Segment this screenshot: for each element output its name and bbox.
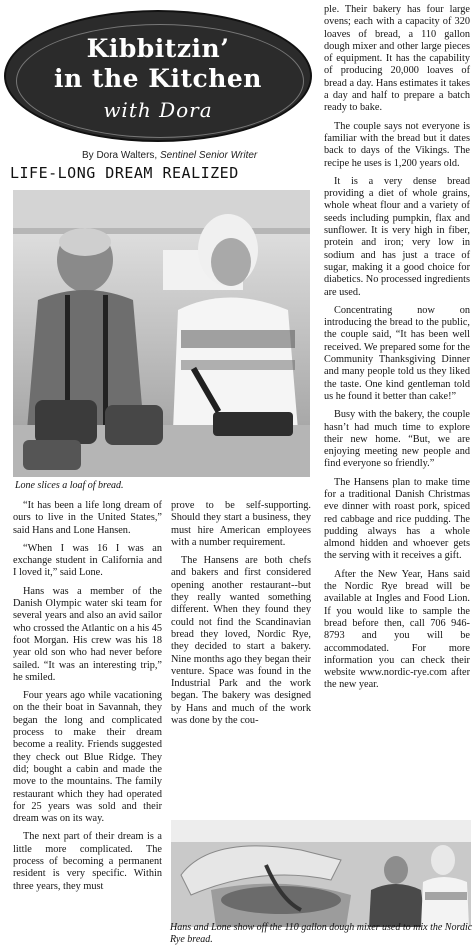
masthead (4, 4, 312, 144)
byline-author: By Dora Walters, (82, 150, 158, 161)
masthead-subtitle: with Dora (103, 98, 213, 122)
photo-illustration (171, 820, 471, 927)
paragraph: Concentrating now on introducing the bread to the public, the couple said, “It has been well received. We prepared some for the Community Thanksgiving Dinner and many people told us they liked the taste. One kind gentleman told us he found it better than cake!” (324, 304, 470, 402)
photo-illustration (13, 190, 310, 477)
photo1-caption: Lone slices a loaf of bread. (15, 480, 124, 491)
paragraph: “It has been a life long dream of ours to live in the United States,” said Hans and Lone Hansen. (13, 500, 162, 536)
article-column-2 (171, 500, 311, 733)
paragraph: “When I was 16 I was an exchange student in California and I loved it,” said Lone. (13, 542, 162, 579)
paragraph: It is a very dense bread providing a diet of whole grains, whole wheat flour and a variety of seeds including pumpkin, flax and sunflower. It is very high in fiber, protein and iron; very low in sodium and has just a trace of sugar, making it a good choice for diabetics. No processed ingredients are used. (324, 175, 470, 298)
paragraph: Hans was a member of the Danish Olympic water ski team for several years and also an avid sailor who crossed the Atlantic on a his 45 foot Morgan. His crew was his 18 year old son who had never before sailed. “It was an interesting trip,” he smiled. (13, 585, 162, 683)
byline (82, 150, 257, 161)
article-headline: LIFE-LONG DREAM REALIZED (10, 164, 239, 182)
paragraph: After the New Year, Hans said the Nordic Rye bread will be available at Ingles and Food Lion. If you would like to sample the bread before then, call 706 946-8793 and you will be accommodated. For more information you can check their website www.nordic-rye.com after the new year. (324, 568, 470, 691)
paragraph: Four years ago while vacationing on the their boat in Savannah, they began the long and complicated process to make their dream become a reality. Friends suggested they check out Blue Ridge. They did; bought a cabin and made the move to the mountains. The family restaurant which they had operated for 25 years was sold and their dream was on its way. (13, 690, 162, 825)
paragraph: Busy with the bakery, the couple hasn’t had much time to explore their new home. “But, we are enjoying meeting new people and find everyone so friendly.” (324, 409, 470, 470)
photo-dough-mixer (171, 820, 471, 927)
masthead-title-line2: in the Kitchen (54, 64, 262, 93)
article-column-3 (324, 4, 470, 698)
paragraph: prove to be self-supporting. Should they start a business, they must hire American employees with a number requirement. (171, 500, 311, 548)
paragraph: The couple says not everyone is familiar with the bread but it dates back to days of the Vikings. The recipe he uses is 1,200 years old. (324, 120, 470, 169)
paragraph: The Hansens are both chefs and bakers and first considered opening another restaurant--but they really wanted something different. When they found they could not find the Scandinavian bread they loved, Nordic Rye, they decided to start a bakery. Nine months ago they began their venture. Space was found in the Industrial Park and the work began. The bakery was designed by Hans and much of the work was done by the cou- (171, 555, 311, 727)
photo-lone-slicing-bread (13, 190, 310, 477)
paragraph: The next part of their dream is a little more complicated. The process of becoming a permanent resident is very specific. Within three years, they must (13, 831, 162, 892)
article-column-1 (13, 500, 162, 899)
masthead-title-line1: Kibbitzin’ (86, 34, 230, 63)
photo2-caption: Hans and Lone show off the 110 gallon dough mixer used to mix the Nordic Rye bread. (170, 922, 473, 945)
paragraph: ple. Their bakery has four large ovens; each with a capacity of 320 loaves of bread, a 110 gallon dough mixer and other large pieces of equipment. It has the capability of producing 20,000 loaves of bread a day. Hans estimates it takes a day and half to prepare a batch ready to bake. (324, 4, 471, 114)
byline-role: Sentinel Senior Writer (159, 150, 258, 161)
paragraph: The Hansens plan to make time for a traditional Danish Christmas eve dinner with roast pork, spiced red cabbage and rice pudding. The pudding always has a whole almond hidden and whoever gets the serving with it receives a gift. (324, 476, 470, 562)
